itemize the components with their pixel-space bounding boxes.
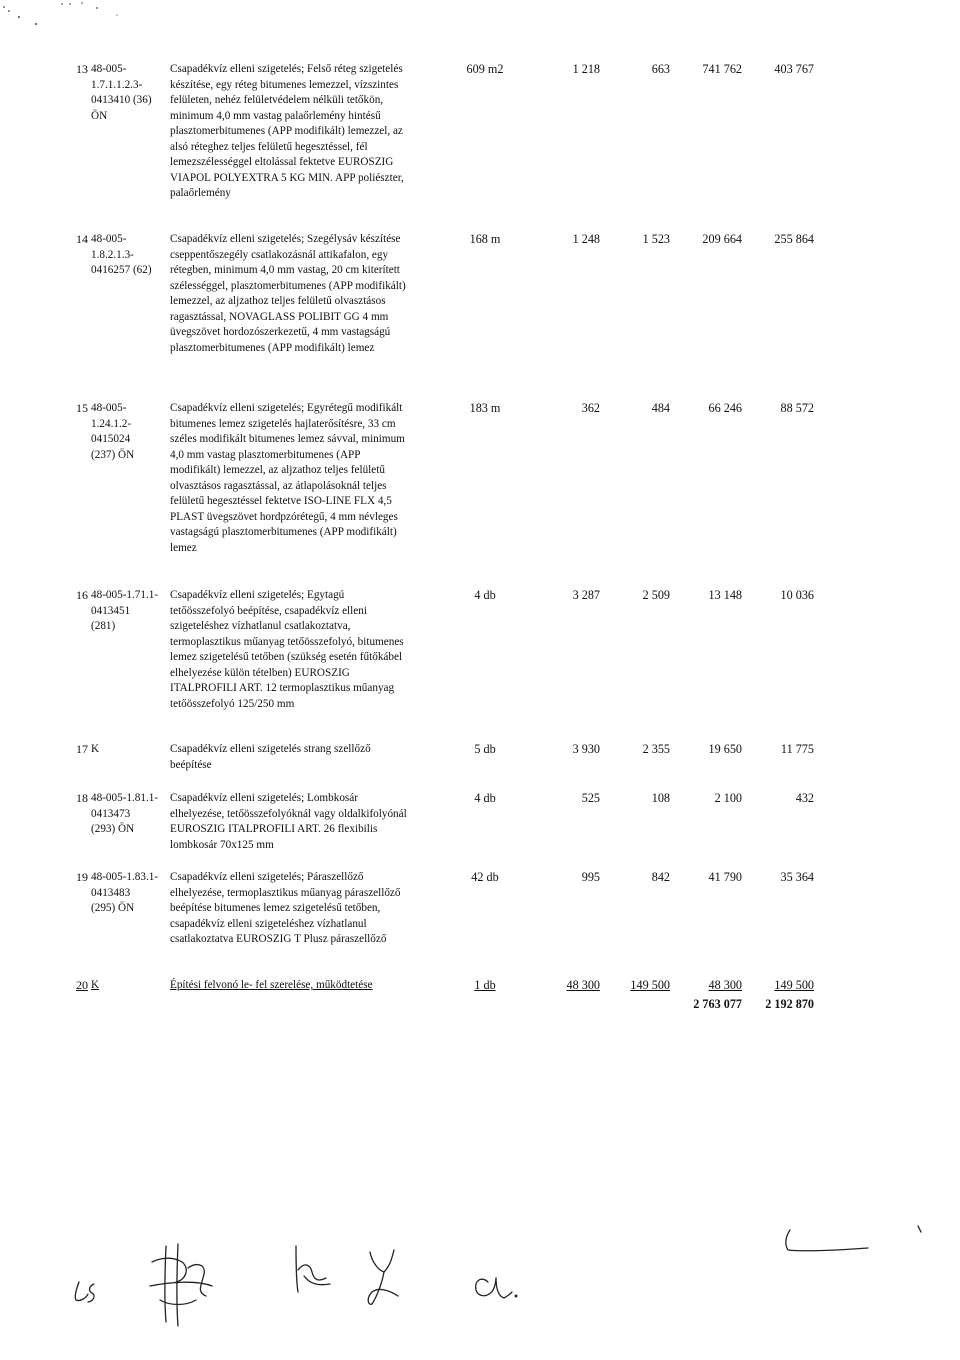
- labor-total: 88 572: [780, 401, 814, 415]
- material-total: 209 664: [702, 232, 742, 246]
- item-number: 19: [76, 870, 88, 884]
- unit-material-price: 362: [581, 401, 600, 415]
- unit-labor-price: 2 355: [642, 742, 670, 756]
- item-number: 20: [76, 978, 88, 992]
- labor-total: 10 036: [780, 588, 814, 602]
- material-total: 48 300: [708, 978, 742, 992]
- material-grand-total: 2 763 077: [693, 997, 742, 1011]
- item-description: Építési felvonó le- fel szerelése, működtetése: [170, 979, 373, 991]
- item-quantity: 42 db: [471, 870, 499, 884]
- item-code: 48-005- 1.8.2.1.3- 0416257 (62): [91, 233, 152, 276]
- unit-labor-price: 663: [651, 62, 670, 76]
- unit-material-price: 995: [581, 870, 600, 884]
- item-quantity: 4 db: [474, 791, 496, 805]
- material-total: 41 790: [708, 870, 742, 884]
- item-quantity: 609 m2: [466, 62, 504, 76]
- item-description: Csapadékvíz elleni szigetelés; Lombkosár elhelyezése, tetőösszefolyóknál vagy oldalkifolyónál EUROSZIG ITALPROFILI ART. 26 flexibilis lombkosár 70x125 mm: [170, 792, 407, 851]
- item-description: Csapadékvíz elleni szigetelés; Egyrétegű modifikált bitumenes lemez szigetelés hajlaterősítésre, 33 cm széles modifikált bitumenes lemez sávval, minimum 4,0 mm vastag plasztomerbitumenes (APP modifikált) lemezzel, az aljzathoz teljes felületű olvasztásos ragasztással, az átlapolásoknál teljes felületű hegesztéssel fektetve ISO-LINE FLX 4,5 PLAST üvegszövet hordpzórétegű, 4 mm névleges vastagságú plasztomerbitumenes (APP modifikált) lemez: [170, 402, 405, 554]
- item-code: 48-005-1.71.1- 0413451 (281): [91, 589, 159, 632]
- item-description: Csapadékvíz elleni szigetelés; Egytagú tetőösszefolyó beépítése, csapadékvíz elleni szigeteléshez vízhatlanul csatlakoztatva, termoplasztikus műanyag tetőösszefolyó, bitumenes lemez szigetelésű tetőben (szükség esetén fűtőkábel elhelyezése külön tételben) EUROSZIG ITALPROFILI ART. 12 termoplasztikus műanyag tetőösszefolyó 125/250 mm: [170, 589, 404, 710]
- item-quantity: 1 db: [474, 978, 496, 992]
- item-description: Csapadékvíz elleni szigetelés; Felső réteg szigetelés készítése, egy réteg bitumenes lemezzel, vízszintes felületen, nehéz felületvédelem nélküli tetőkön, minimum 4,0 mm vastag palaőrlemény hintésű plasztomerbitumenes (APP modifikált) lemezzel, az alsó réteghez teljes felületű hegesztéssel, fél lemezszélességgel eltolással fektetve EUROSZIG VIAPOL POLYEXTRA 5 KG MIN. APP poliészter, palaőrlemény: [170, 63, 404, 199]
- labor-total: 149 500: [774, 978, 814, 992]
- item-description: Csapadékvíz elleni szigetelés strang szellőző beépítése: [170, 743, 371, 771]
- unit-labor-price: 108: [651, 791, 670, 805]
- unit-labor-price: 842: [651, 870, 670, 884]
- scan-specks: [0, 0, 960, 60]
- material-total: 741 762: [702, 62, 742, 76]
- material-total: 2 100: [714, 791, 742, 805]
- unit-material-price: 1 218: [572, 62, 600, 76]
- item-code: 48-005- 1.7.1.1.2.3- 0413410 (36) ÖN: [91, 63, 152, 122]
- item-quantity: 5 db: [474, 742, 496, 756]
- unit-material-price: 3 287: [572, 588, 600, 602]
- item-number: 13: [76, 62, 88, 76]
- material-total: 19 650: [708, 742, 742, 756]
- item-code: K: [91, 979, 100, 991]
- item-quantity: 168 m: [469, 232, 501, 246]
- item-code: 48-005-1.81.1- 0413473 (293) ÖN: [91, 792, 159, 835]
- labor-total: 432: [795, 791, 814, 805]
- labor-total: 255 864: [774, 232, 814, 246]
- item-quantity: 183 m: [469, 401, 501, 415]
- unit-labor-price: 1 523: [642, 232, 670, 246]
- item-number: 14: [76, 232, 88, 246]
- item-description: Csapadékvíz elleni szigetelés; Szegélysáv készítése cseppentőszegély csatlakozásnál attikafalon, egy rétegben, minimum 4,0 mm vastag, 20 cm kiterített szélességgel, plasztomerbitumenes (APP modifikált) lemezzel, az aljzathoz teljes felületű olvasztásos ragasztással, NOVAGLASS POLIBIT GG 4 mm üvegszövet hordozószerkezetű, 4 mm vastagságú plasztomerbitumenes (APP modifikált) lemez: [170, 233, 406, 354]
- item-code: 48-005-1.83.1- 0413483 (295) ÖN: [91, 871, 159, 914]
- unit-material-price: 525: [581, 791, 600, 805]
- item-code: K: [91, 743, 100, 755]
- unit-material-price: 1 248: [572, 232, 600, 246]
- item-quantity: 4 db: [474, 588, 496, 602]
- labor-total: 11 775: [780, 742, 814, 756]
- labor-total: 403 767: [774, 62, 814, 76]
- unit-material-price: 3 930: [572, 742, 600, 756]
- material-total: 13 148: [708, 588, 742, 602]
- unit-labor-price: 2 509: [642, 588, 670, 602]
- item-number: 18: [76, 791, 88, 805]
- item-number: 16: [76, 588, 88, 602]
- unit-material-price: 48 300: [566, 978, 600, 992]
- labor-total: 35 364: [780, 870, 814, 884]
- item-description: Csapadékvíz elleni szigetelés; Páraszellőző elhelyezése, termoplasztikus műanyag páraszellőző beépítése bitumenes lemez szigetelésű tetőben, csapadékvíz elleni szigeteléshez vízhatlanul csatlakoztatva EUROSZIG T Plusz páraszellőző: [170, 871, 401, 945]
- material-total: 66 246: [708, 401, 742, 415]
- unit-labor-price: 149 500: [630, 978, 670, 992]
- unit-labor-price: 484: [651, 401, 670, 415]
- item-number: 15: [76, 401, 88, 415]
- item-number: 17: [76, 742, 88, 756]
- item-code: 48-005- 1.24.1.2- 0415024 (237) ÖN: [91, 402, 135, 461]
- labor-grand-total: 2 192 870: [765, 997, 814, 1011]
